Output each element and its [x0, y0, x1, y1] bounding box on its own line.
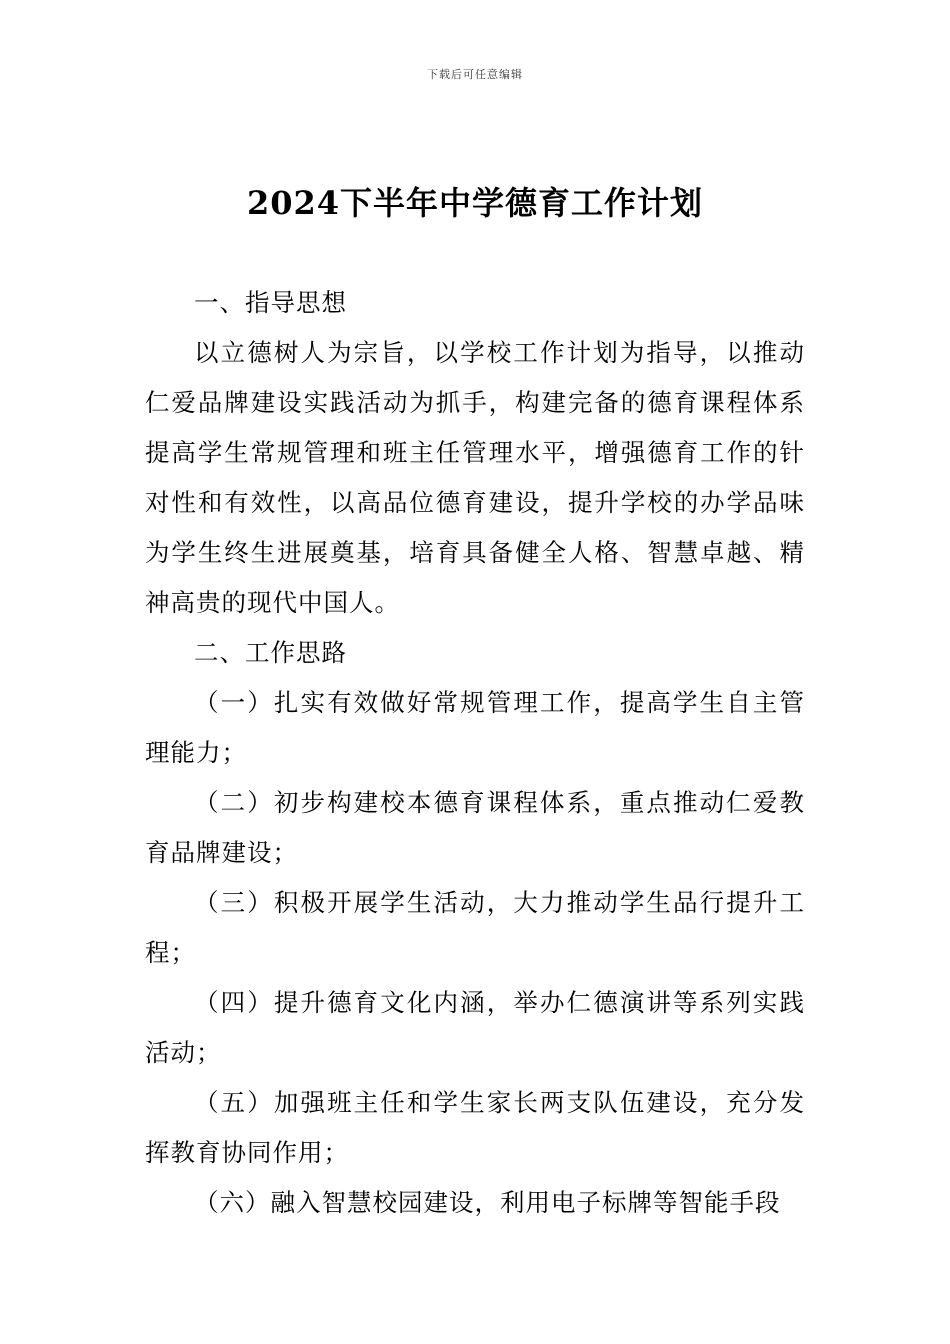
section-heading-guiding-ideology: 一、指导思想	[194, 288, 347, 317]
list-item-4: （四）提升德育文化内涵，举办仁德演讲等系列实践活动；	[145, 988, 805, 1067]
list-item-3: （三）积极开展学生活动，大力推动学生品行提升工程；	[145, 888, 805, 967]
list-item-1: （一）扎实有效做好常规管理工作，提高学生自主管理能力；	[145, 688, 805, 767]
document-title: 2024下半年中学德育工作计划	[246, 184, 704, 222]
section-heading-work-approach: 二、工作思路	[194, 638, 347, 667]
list-item-2: （二）初步构建校本德育课程体系，重点推动仁爱教育品牌建设；	[145, 788, 805, 867]
header-note: 下载后可任意编辑	[427, 68, 523, 81]
paragraph-guiding-ideology: 以立德树人为宗旨，以学校工作计划为指导，以推动仁爱品牌建设实践活动为抓手，构建完备的德育课程体系提高学生常规管理和班主任管理水平，增强德育工作的针对性和有效性，以高品位德育建设，提升学校的办学品味为学生终生进展奠基，培育具备健全人格、智慧卓越、精神高贵的现代中国人。	[145, 338, 805, 617]
list-item-5: （五）加强班主任和学生家长两支队伍建设，充分发挥教育协同作用；	[145, 1088, 805, 1167]
document-body	[145, 278, 805, 1228]
list-item-6: （六）融入智慧校园建设，利用电子标牌等智能手段	[194, 1188, 781, 1217]
